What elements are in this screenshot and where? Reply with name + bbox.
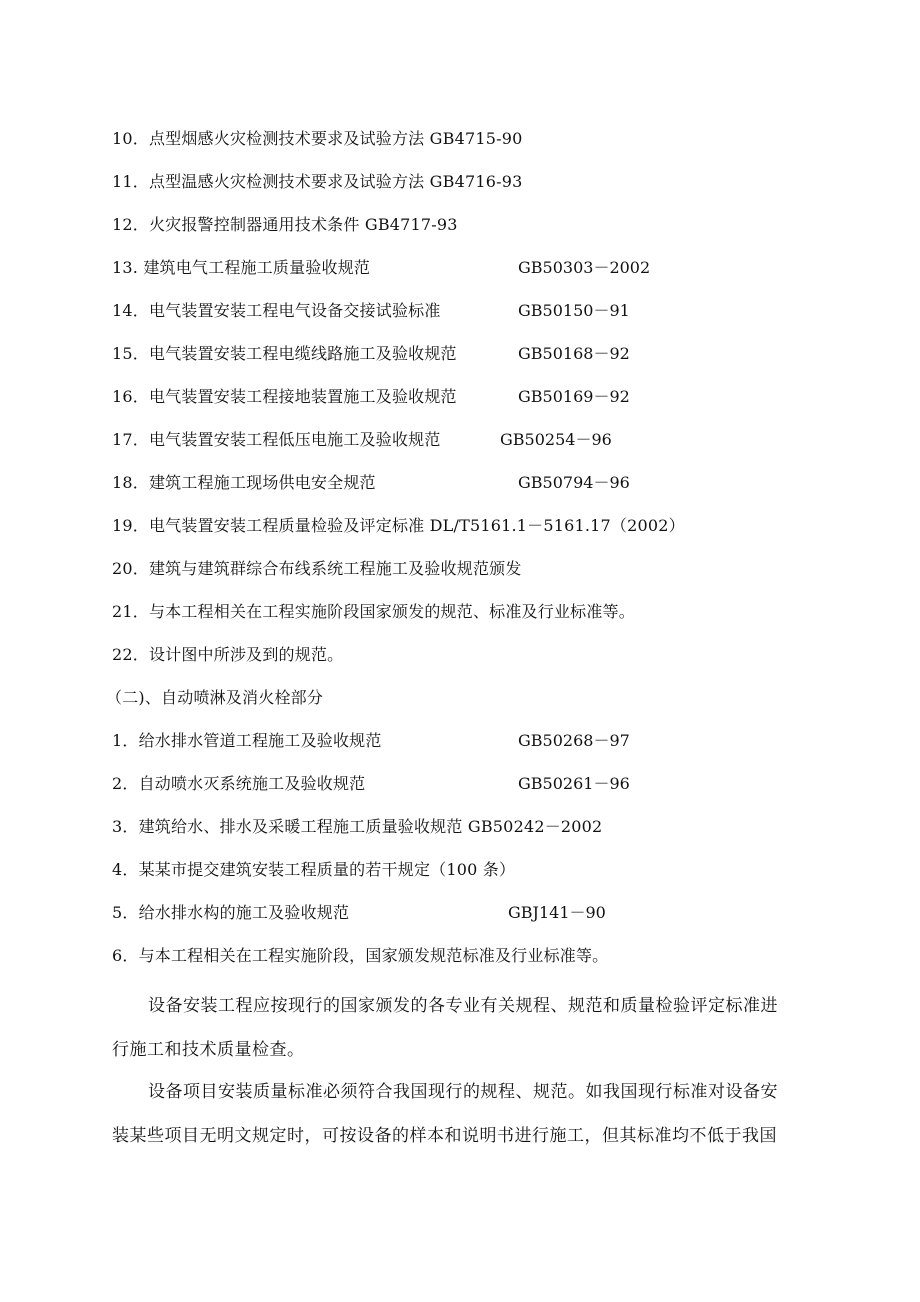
list-item: 2．自动喷水灭系统施工及验收规范 (112, 774, 366, 793)
list-item: 3．建筑给水、排水及采暖工程施工质量验收规范 GB50242－2002 (112, 817, 603, 836)
list-item: 22．设计图中所涉及到的规范。 (112, 645, 344, 664)
section-heading: （二)、自动喷淋及消火栓部分 (106, 688, 324, 707)
list-item: 5．给水排水构的施工及验收规范 (112, 903, 350, 922)
list-item: 20．建筑与建筑群综合布线系统工程施工及验收规范颁发 (112, 559, 522, 578)
list-item: 21．与本工程相关在工程实施阶段国家颁发的规范、标准及行业标准等。 (112, 602, 635, 621)
list-item: 11．点型温感火灾检测技术要求及试验方法 GB4716-93 (112, 172, 523, 191)
list-item: 19．电气装置安装工程质量检验及评定标准 DL/T5161.1－5161.17（2002） (112, 516, 685, 535)
standard-code: GB50261－96 (518, 774, 630, 793)
standard-code: GB50268－97 (518, 731, 630, 750)
list-item: 14．电气装置安装工程电气设备交接试验标准 (112, 301, 441, 320)
standard-code: GB50150－91 (518, 301, 630, 320)
list-item: 6．与本工程相关在工程实施阶段，国家颁发规范标准及行业标准等。 (112, 946, 609, 965)
list-item: 13. 建筑电气工程施工质量验收规范 (112, 258, 371, 277)
paragraph-line: 行施工和技术质量检查。 (112, 1040, 305, 1060)
standard-code: GBJ141－90 (508, 903, 606, 922)
list-item: 18．建筑工程施工现场供电安全规范 (112, 473, 376, 492)
list-item: 17．电气装置安装工程低压电施工及验收规范 (112, 430, 441, 449)
list-item: 10．点型烟感火灾检测技术要求及试验方法 GB4715-90 (112, 129, 523, 148)
standard-code: GB50794－96 (518, 473, 630, 492)
paragraph-line: 设备安装工程应按现行的国家颁发的各专业有关规程、规范和质量检验评定标准进 (148, 996, 778, 1016)
list-item: 16．电气装置安装工程接地装置施工及验收规范 (112, 387, 457, 406)
list-item: 4．某某市提交建筑安装工程质量的若干规定（100 条） (112, 860, 516, 879)
standard-code: GB50303－2002 (518, 258, 651, 277)
paragraph-line: 设备项目安装质量标准必须符合我国现行的规程、规范。如我国现行标准对设备安 (148, 1082, 778, 1102)
paragraph-line: 装某些项目无明文规定时，可按设备的样本和说明书进行施工，但其标准均不低于我国 (112, 1126, 777, 1146)
standard-code: GB50254－96 (500, 430, 612, 449)
standard-code: GB50169－92 (518, 387, 630, 406)
standard-code: GB50168－92 (518, 344, 630, 363)
list-item: 15．电气装置安装工程电缆线路施工及验收规范 (112, 344, 457, 363)
list-item: 1．给水排水管道工程施工及验收规范 (112, 731, 382, 750)
list-item: 12．火灾报警控制器通用技术条件 GB4717-93 (112, 215, 458, 234)
